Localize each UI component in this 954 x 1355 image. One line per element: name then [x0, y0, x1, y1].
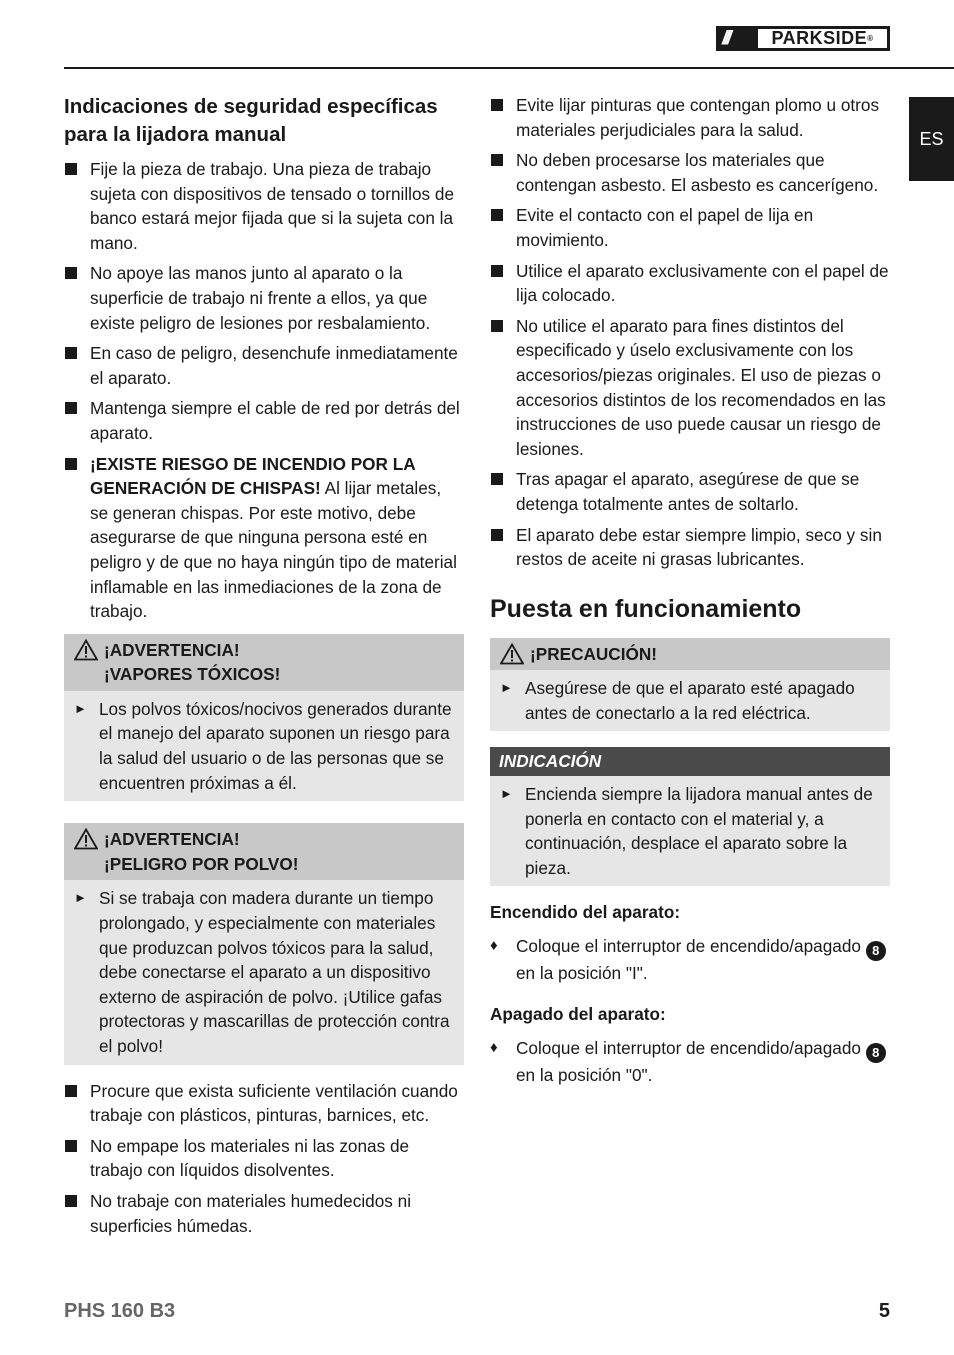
caution-text: ► Asegúrese de que el aparato esté apagado antes de conectarlo a la red eléctrica.	[490, 676, 890, 725]
header-rule	[64, 67, 954, 69]
list-item: Evite lijar pinturas que contengan plomo u otros materiales perjudiciales para la salud.	[490, 93, 890, 142]
warning-header	[64, 634, 464, 691]
section-title: Puesta en funcionamiento	[490, 594, 802, 623]
switch-on-title: Encendido del aparato:	[490, 902, 681, 923]
caution-header	[490, 638, 890, 671]
list-item: Evite el contacto con el papel de lija en movimiento.	[490, 203, 890, 252]
safety-list-right	[490, 93, 890, 572]
note-header: INDICACIÓN	[490, 747, 890, 776]
note-box	[490, 747, 890, 886]
warning-subtitle: ¡VAPORES TÓXICOS!	[104, 664, 281, 685]
switch-on-steps	[490, 934, 890, 986]
warning-subtitle: ¡PELIGRO POR POLVO!	[104, 853, 299, 874]
list-item: ♦ Coloque el interruptor de encendido/apagado 8 en la posición "I".	[490, 934, 890, 986]
list-item: No apoye las manos junto al aparato o la superficie de trabajo ni frente a ellos, ya que existe peligro de lesiones por resbalamiento.	[64, 261, 464, 335]
right-column	[490, 93, 890, 1094]
warning-triangle-icon	[500, 643, 524, 665]
list-item: Fije la pieza de trabajo. Una pieza de trabajo sujeta con dispositivos de tensado o tornillos de banco estará mejor fijada que si la sujeta con la mano.	[64, 157, 464, 255]
safety-heading: Indicaciones de seguridad específicas para la lijadora manual	[64, 95, 438, 146]
note-text: ► Encienda siempre la lijadora manual antes de ponerla en contacto con el material y, a continuación, desplace el aparato sobre la pieza.	[490, 782, 890, 880]
warning-box-dust	[64, 823, 464, 1064]
list-item: Procure que exista suficiente ventilación cuando trabaje con plásticos, pinturas, barnices, etc.	[64, 1079, 464, 1128]
safety-list-b	[64, 1079, 464, 1239]
warning-header	[64, 823, 464, 880]
safety-list-a	[64, 157, 464, 624]
list-item: ♦ Coloque el interruptor de encendido/apagado 8 en la posición "0".	[490, 1036, 890, 1088]
warning-box-toxic	[64, 634, 464, 802]
list-item: No utilice el aparato para fines distintos del especificado y úselo exclusivamente con los accesorios/piezas originales. El uso de piezas o accesorios distintos de los recomendados en las instrucciones de uso puede causar un riesgo de lesiones.	[490, 314, 890, 462]
logo-brand: PARKSIDE ®	[758, 29, 887, 48]
list-item: El aparato debe estar siempre limpio, seco y sin restos de aceite ni grasas lubricantes.	[490, 523, 890, 572]
list-item: No trabaje con materiales humedecidos ni superficies húmedas.	[64, 1189, 464, 1238]
list-item: No deben procesarse los materiales que contengan asbesto. El asbesto es cancerígeno.	[490, 148, 890, 197]
fire-warning-text: Al lijar metales, se generan chispas. Por este motivo, debe asegurarse de que ninguna persona esté en peligro y de que no haya ningún tipo de material inflamable en las inmediaciones de la zona de trabajo.	[90, 478, 457, 622]
warning-text: ► Si se trabaja con madera durante un tiempo prolongado, y especialmente con materiales que produzcan polvos tóxicos para la salud, debe conectarse el aparato a un dispositivo externo de aspiración de polvo. ¡Utilice gafas protectoras y mascarillas de protección contra el polvo!	[64, 886, 464, 1058]
switch-off-steps	[490, 1036, 890, 1088]
caution-box	[490, 638, 890, 732]
warning-title: ¡ADVERTENCIA!	[104, 829, 240, 850]
part-number-badge: 8	[866, 1043, 886, 1063]
warning-triangle-icon	[74, 639, 98, 661]
footer-model: PHS 160 B3	[64, 1300, 176, 1322]
page-number: 5	[878, 1300, 890, 1322]
language-tab: ES	[909, 97, 954, 181]
part-number-badge: 8	[866, 941, 886, 961]
list-item: Utilice el aparato exclusivamente con el papel de lija colocado.	[490, 259, 890, 308]
logo-slashes: ///	[722, 27, 729, 49]
list-item	[64, 452, 464, 624]
warning-title: ¡ADVERTENCIA!	[104, 639, 240, 660]
list-item: Tras apagar el aparato, asegúrese de que se detenga totalmente antes de soltarlo.	[490, 467, 890, 516]
switch-off-title: Apagado del aparato:	[490, 1004, 666, 1025]
fire-warning-bold: ¡EXISTE RIESGO DE INCENDIO POR LA GENERACIÓN DE CHISPAS!	[90, 453, 416, 499]
warning-triangle-icon	[74, 828, 98, 850]
list-item: No empape los materiales ni las zonas de trabajo con líquidos disolventes.	[64, 1134, 464, 1183]
left-column	[64, 93, 464, 1244]
parkside-logo	[716, 26, 890, 51]
warning-text: ► Los polvos tóxicos/nocivos generados durante el manejo del aparato suponen un riesgo para la salud del usuario o de las personas que se encuentren próximas a él.	[64, 697, 464, 795]
list-item: En caso de peligro, desenchufe inmediatamente el aparato.	[64, 341, 464, 390]
list-item: Mantenga siempre el cable de red por detrás del aparato.	[64, 396, 464, 445]
caution-title: ¡PRECAUCIÓN!	[530, 643, 657, 664]
